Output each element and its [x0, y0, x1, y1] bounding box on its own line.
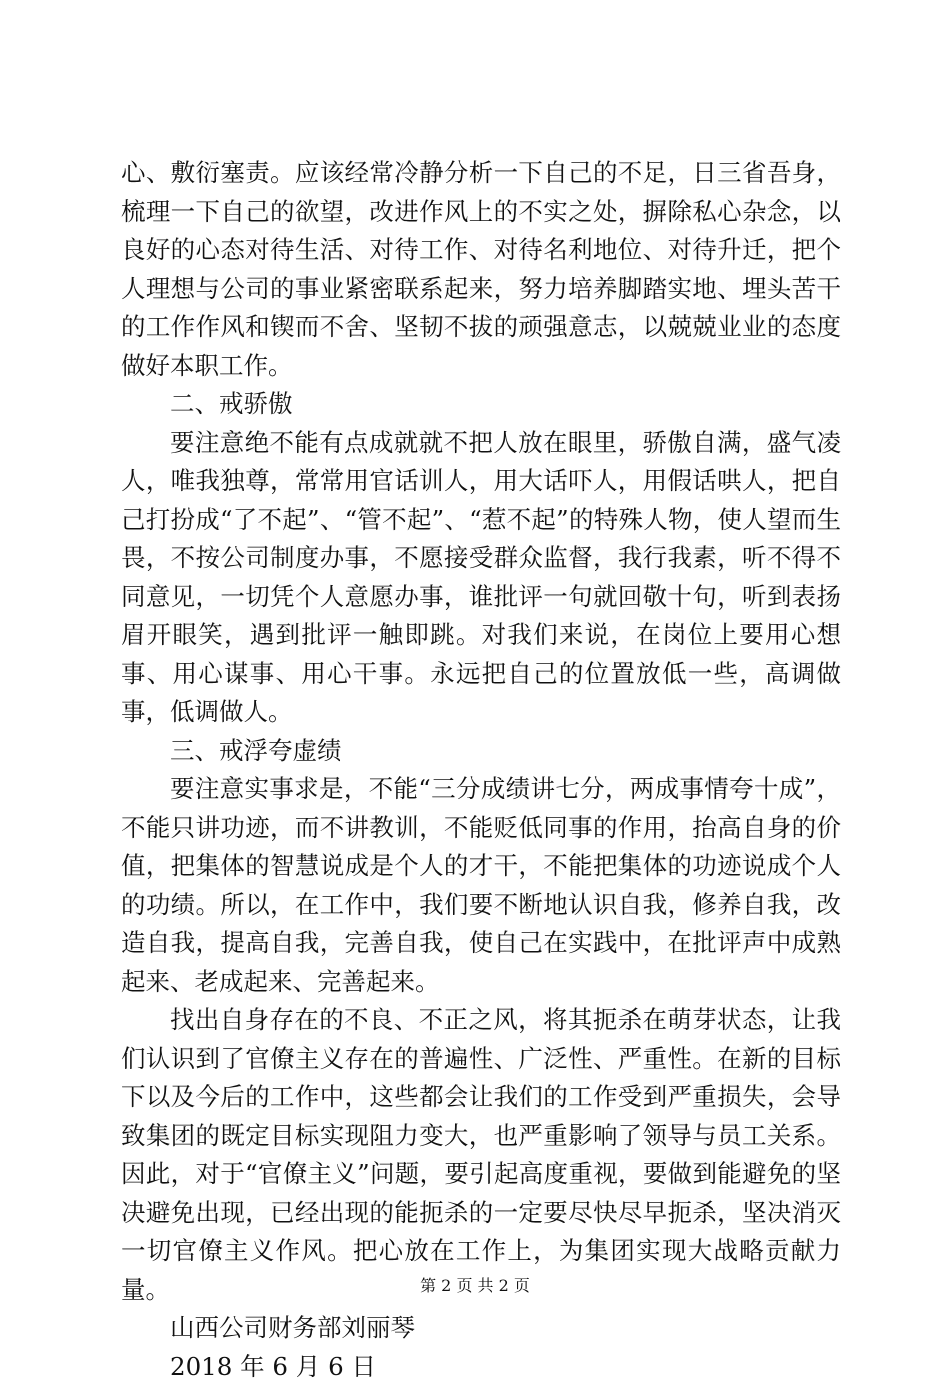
paragraph-pride: 要注意绝不能有点成就就不把人放在眼里，骄傲自满，盛气凌人，唯我独尊，常常用官话训人，用大话吓人，用假话哄人，把自己打扮成“了不起”、“管不起”、“惹不起”的特殊人物，使人望而生畏，不按公司制度办事，不愿接受群众监督，我行我素，听不得不同意见，一切凭个人意愿办事，谁批评一句就回敬十句，听到表扬眉开眼笑，遇到批评一触即跳。对我们来说，在岗位上要用心想事、用心谋事、用心干事。永远把自己的位置放低一些，高调做事，低调做人。	[121, 424, 841, 732]
section-heading-exaggeration: 三、戒浮夸虚绩	[121, 732, 841, 771]
paragraph-continuation: 心、敷衍塞责。应该经常冷静分析一下自己的不足，日三省吾身，梳理一下自己的欲望，改进作风上的不实之处，摒除私心杂念，以良好的心态对待生活、对待工作、对待名利地位、对待升迁，把个人理想与公司的事业紧密联系起来，努力培养脚踏实地、埋头苦干的工作作风和锲而不舍、坚韧不拔的顽强意志，以兢兢业业的态度做好本职工作。	[121, 154, 841, 385]
paragraph-exaggeration: 要注意实事求是，不能“三分成绩讲七分，两成事情夸十成”，不能只讲功迹，而不讲教训，不能贬低同事的作用，抬高自身的价值，把集体的智慧说成是个人的才干，不能把集体的功迹说成个人的功绩。所以，在工作中，我们要不断地认识自我，修养自我，改造自我，提高自我，完善自我，使自己在实践中，在批评声中成熟起来、老成起来、完善起来。	[121, 770, 841, 1001]
signature-author: 山西公司财务部刘丽琴	[121, 1309, 841, 1348]
document-body	[121, 154, 841, 1386]
section-heading-pride: 二、戒骄傲	[121, 385, 841, 424]
paragraph-conclusion: 找出自身存在的不良、不正之风，将其扼杀在萌芽状态，让我们认识到了官僚主义存在的普遍性、广泛性、严重性。在新的目标下以及今后的工作中，这些都会让我们的工作受到严重损失，会导致集团的既定目标实现阻力变大，也严重影响了领导与员工关系。因此，对于“官僚主义”问题，要引起高度重视，要做到能避免的坚决避免出现，已经出现的能扼杀的一定要尽快尽早扼杀，坚决消灭一切官僚主义作风。把心放在工作上，为集团实现大战略贡献力量。	[121, 1001, 841, 1309]
page-footer: 第 2 页 共 2 页	[0, 1273, 950, 1296]
signature-date: 2018 年 6 月 6 日	[121, 1348, 841, 1386]
